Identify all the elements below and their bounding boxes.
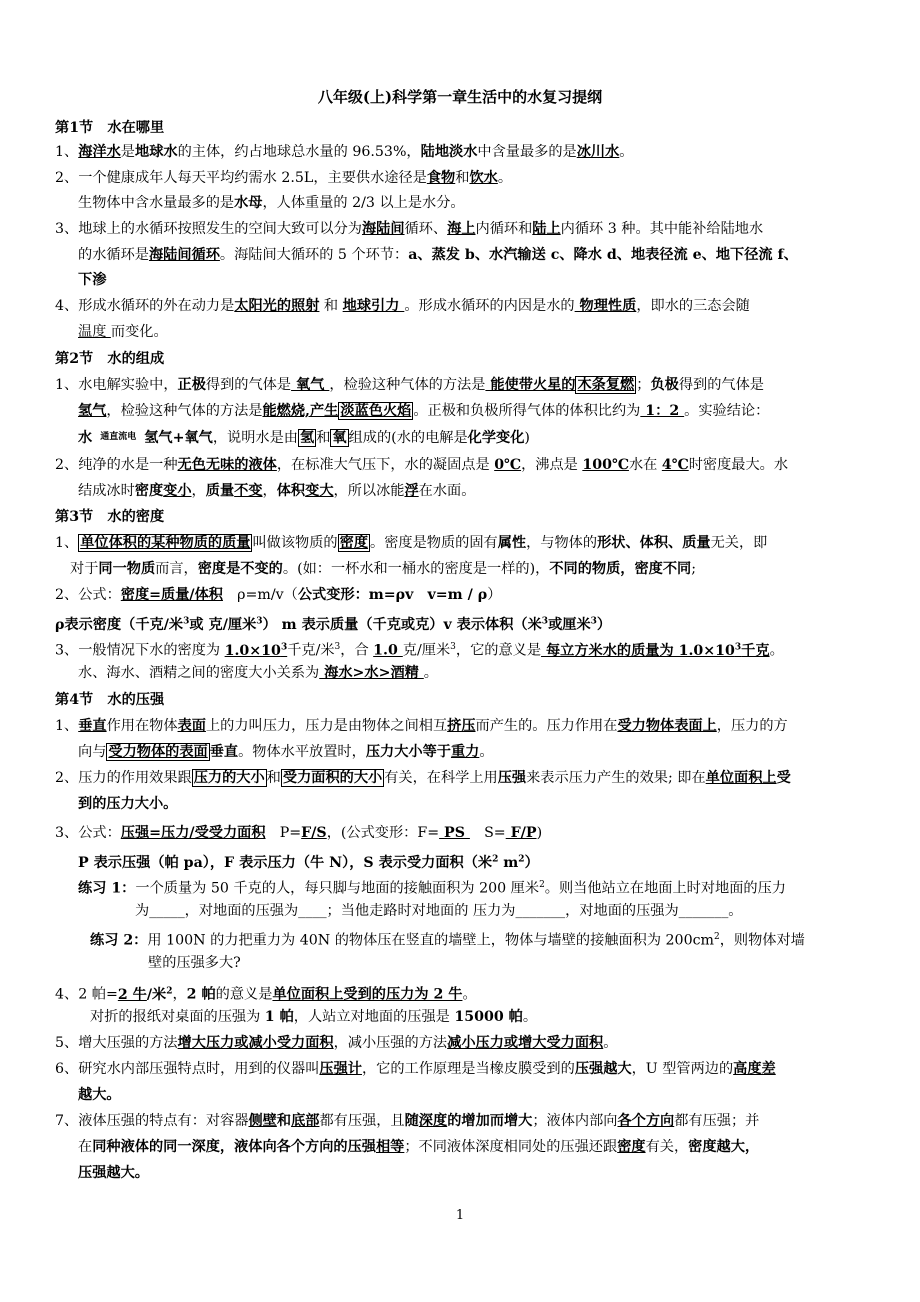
text-line: 6、研究水内部压强特点时，用到的仪器叫压强计，它的工作原理是当橡皮膜受到的压强越大，U 型管两边的高度差	[55, 1061, 776, 1077]
text-line: 向与 受力物体的表面 垂直。物体水平放置时，压力大小等于重力。	[78, 744, 494, 760]
text-line: 1、水电解实验中，正极得到的气体是 氧气 ，检验这种气体的方法是 能使带火星的 木条复燃 ；负极得到的气体是	[55, 377, 764, 393]
text-line: 1、海洋水是地球水的主体，约占地球总水量的 96.53%，陆地淡水中含量最多的是冰川水。	[55, 144, 634, 160]
text-line: 水 $^{通直流电}$ 氢气+氧气，说明水是由 氢 和 氧 组成的(水的电解是化学变化)	[78, 430, 530, 446]
text-line: P 表示压强（帕 pa），F 表示压力（牛 N），S 表示受力面积（米$^2$ $m^2$）	[78, 854, 539, 871]
text-line: 温度 而变化。	[78, 324, 168, 340]
text-line: 1、垂直作用在物体表面上的力叫压力，压力是由物体之间相互挤压而产生的。压力作用在受力物体表面上，压力的方	[55, 718, 788, 734]
text-line: 3、一般情况下水的密度为 $1.0\times 10^3$千克/米$^3$，合 1.0 克/厘米$^3$，它的意义是 每立方米水的质量为 $1.0\times 10^3$千克。	[55, 642, 784, 659]
text-line: 7、液体压强的特点有：对容器侧壁和底部都有压强，且随深度的增加而增大；液体内部向各个方向都有压强；并	[55, 1113, 760, 1129]
text-line: 2、纯净的水是一种无色无味的液体，在标准大气压下，水的凝固点是 0℃，沸点是 100℃水在 4℃时密度最大。水	[55, 457, 789, 473]
text-line: 3、公式：压强=压力/受受力面积 P=F/S，(公式变形：F= PS S= F/P)	[55, 825, 543, 841]
text-line: 对于同一物质而言，密度是不变的。(如：一杯水和一桶水的密度是一样的)，不同的物质，密度不同;	[70, 561, 696, 577]
text-line: 4、2 帕=2 牛/米$^2$，2 帕的意义是单位面积上受到的压力为 2 牛。	[55, 986, 477, 1003]
text-line: 对折的报纸对桌面的压强为 1 帕，人站立对地面的压强是 15000 帕。	[90, 1009, 538, 1025]
section-heading: 第2节 水的组成	[55, 351, 165, 367]
doc-title: 八年级(上)科学第一章生活中的水复习提纲	[317, 88, 603, 106]
section-heading: 第3节 水的密度	[55, 509, 165, 525]
page-number: 1	[455, 1208, 465, 1223]
text-line: 结成冰时密度变小，质量不变，体积变大，所以冰能浮在水面。	[78, 483, 476, 499]
text-line: 5、增大压强的方法增大压力或减小受力面积，减小压强的方法减小压力或增大受力面积。	[55, 1035, 618, 1051]
text-line: 练习 1：一个质量为 50 千克的人，每只脚与地面的接触面积为 200 厘米$^2$。则当他站立在地面上时对地面的压力	[78, 880, 786, 897]
text-line: 3、地球上的水循环按照发生的空间大致可以分为海陆间循环、海上内循环和陆上内循环 3 种。其中能补给陆地水	[55, 221, 764, 237]
text-line: 4、形成水循环的外在动力是太阳光的照射 和 地球引力 。形成水循环的内因是水的 物理性质，即水的三态会随	[55, 298, 750, 314]
text-line: 氢气，检验这种气体的方法是能燃烧,产生 淡蓝色火焰 。正极和负极所得气体的体积比约为 1：2 。实验结论：	[78, 403, 770, 419]
text-line: 越大。	[78, 1087, 121, 1103]
text-line: 练习 2：用 100N 的力把重力为 40N 的物体压在竖直的墙壁上，物体与墙壁的接触面积为 $200cm^2$，则物体对墙	[90, 932, 805, 949]
text-line: 为_____，对地面的压强为____；当他走路时对地面的 压力为_______，对地面的压强为_______。	[135, 903, 743, 919]
section-heading: 第1节 水在哪里	[55, 120, 165, 136]
text-line: 的水循环是海陆间循环。海陆间大循环的 5 个环节：a、蒸发 b、水汽输送 c、降水 d、地表径流 e、地下径流 f、	[78, 247, 798, 263]
text-line: ρ表示密度（千克/米$^3$或 克/厘米$^3$） m 表示质量（千克或克）v 表示体积（米$^3$或厘米$^3$）	[55, 616, 612, 633]
text-line: 水、海水、酒精之间的密度大小关系为 海水>水>酒精 。	[78, 665, 438, 681]
text-line: 2、公式：密度=质量/体积 ρ=m/v（公式变形：m=ρv v=m / ρ）	[55, 587, 502, 603]
text-line: 下渗	[78, 272, 107, 288]
text-line: 1、 单位体积的某种物质的质量 叫做该物质的 密度 。密度是物质的固有属性，与物体的形状、体积、质量无关，即	[55, 535, 768, 551]
text-line: 2、压力的作用效果跟 压力的大小 和 受力面积的大小 有关，在科学上用压强来表示压力产生的效果; 即在单位面积上受	[55, 770, 791, 786]
text-line: 2、一个健康成年人每天平均约需水 2.5L，主要供水途径是食物和饮水。	[55, 170, 513, 186]
section-heading: 第4节 水的压强	[55, 692, 165, 708]
text-line: 壁的压强多大?	[148, 955, 241, 971]
text-line: 在同种液体的同一深度，液体向各个方向的压强相等；不同液体深度相同处的压强还跟密度有关，密度越大，	[78, 1139, 760, 1155]
text-line: 生物体中含水量最多的是水母，人体重量的 2/3 以上是水分。	[78, 195, 465, 211]
text-line: 到的压力大小。	[78, 796, 178, 812]
text-line: 压强越大。	[78, 1165, 149, 1181]
